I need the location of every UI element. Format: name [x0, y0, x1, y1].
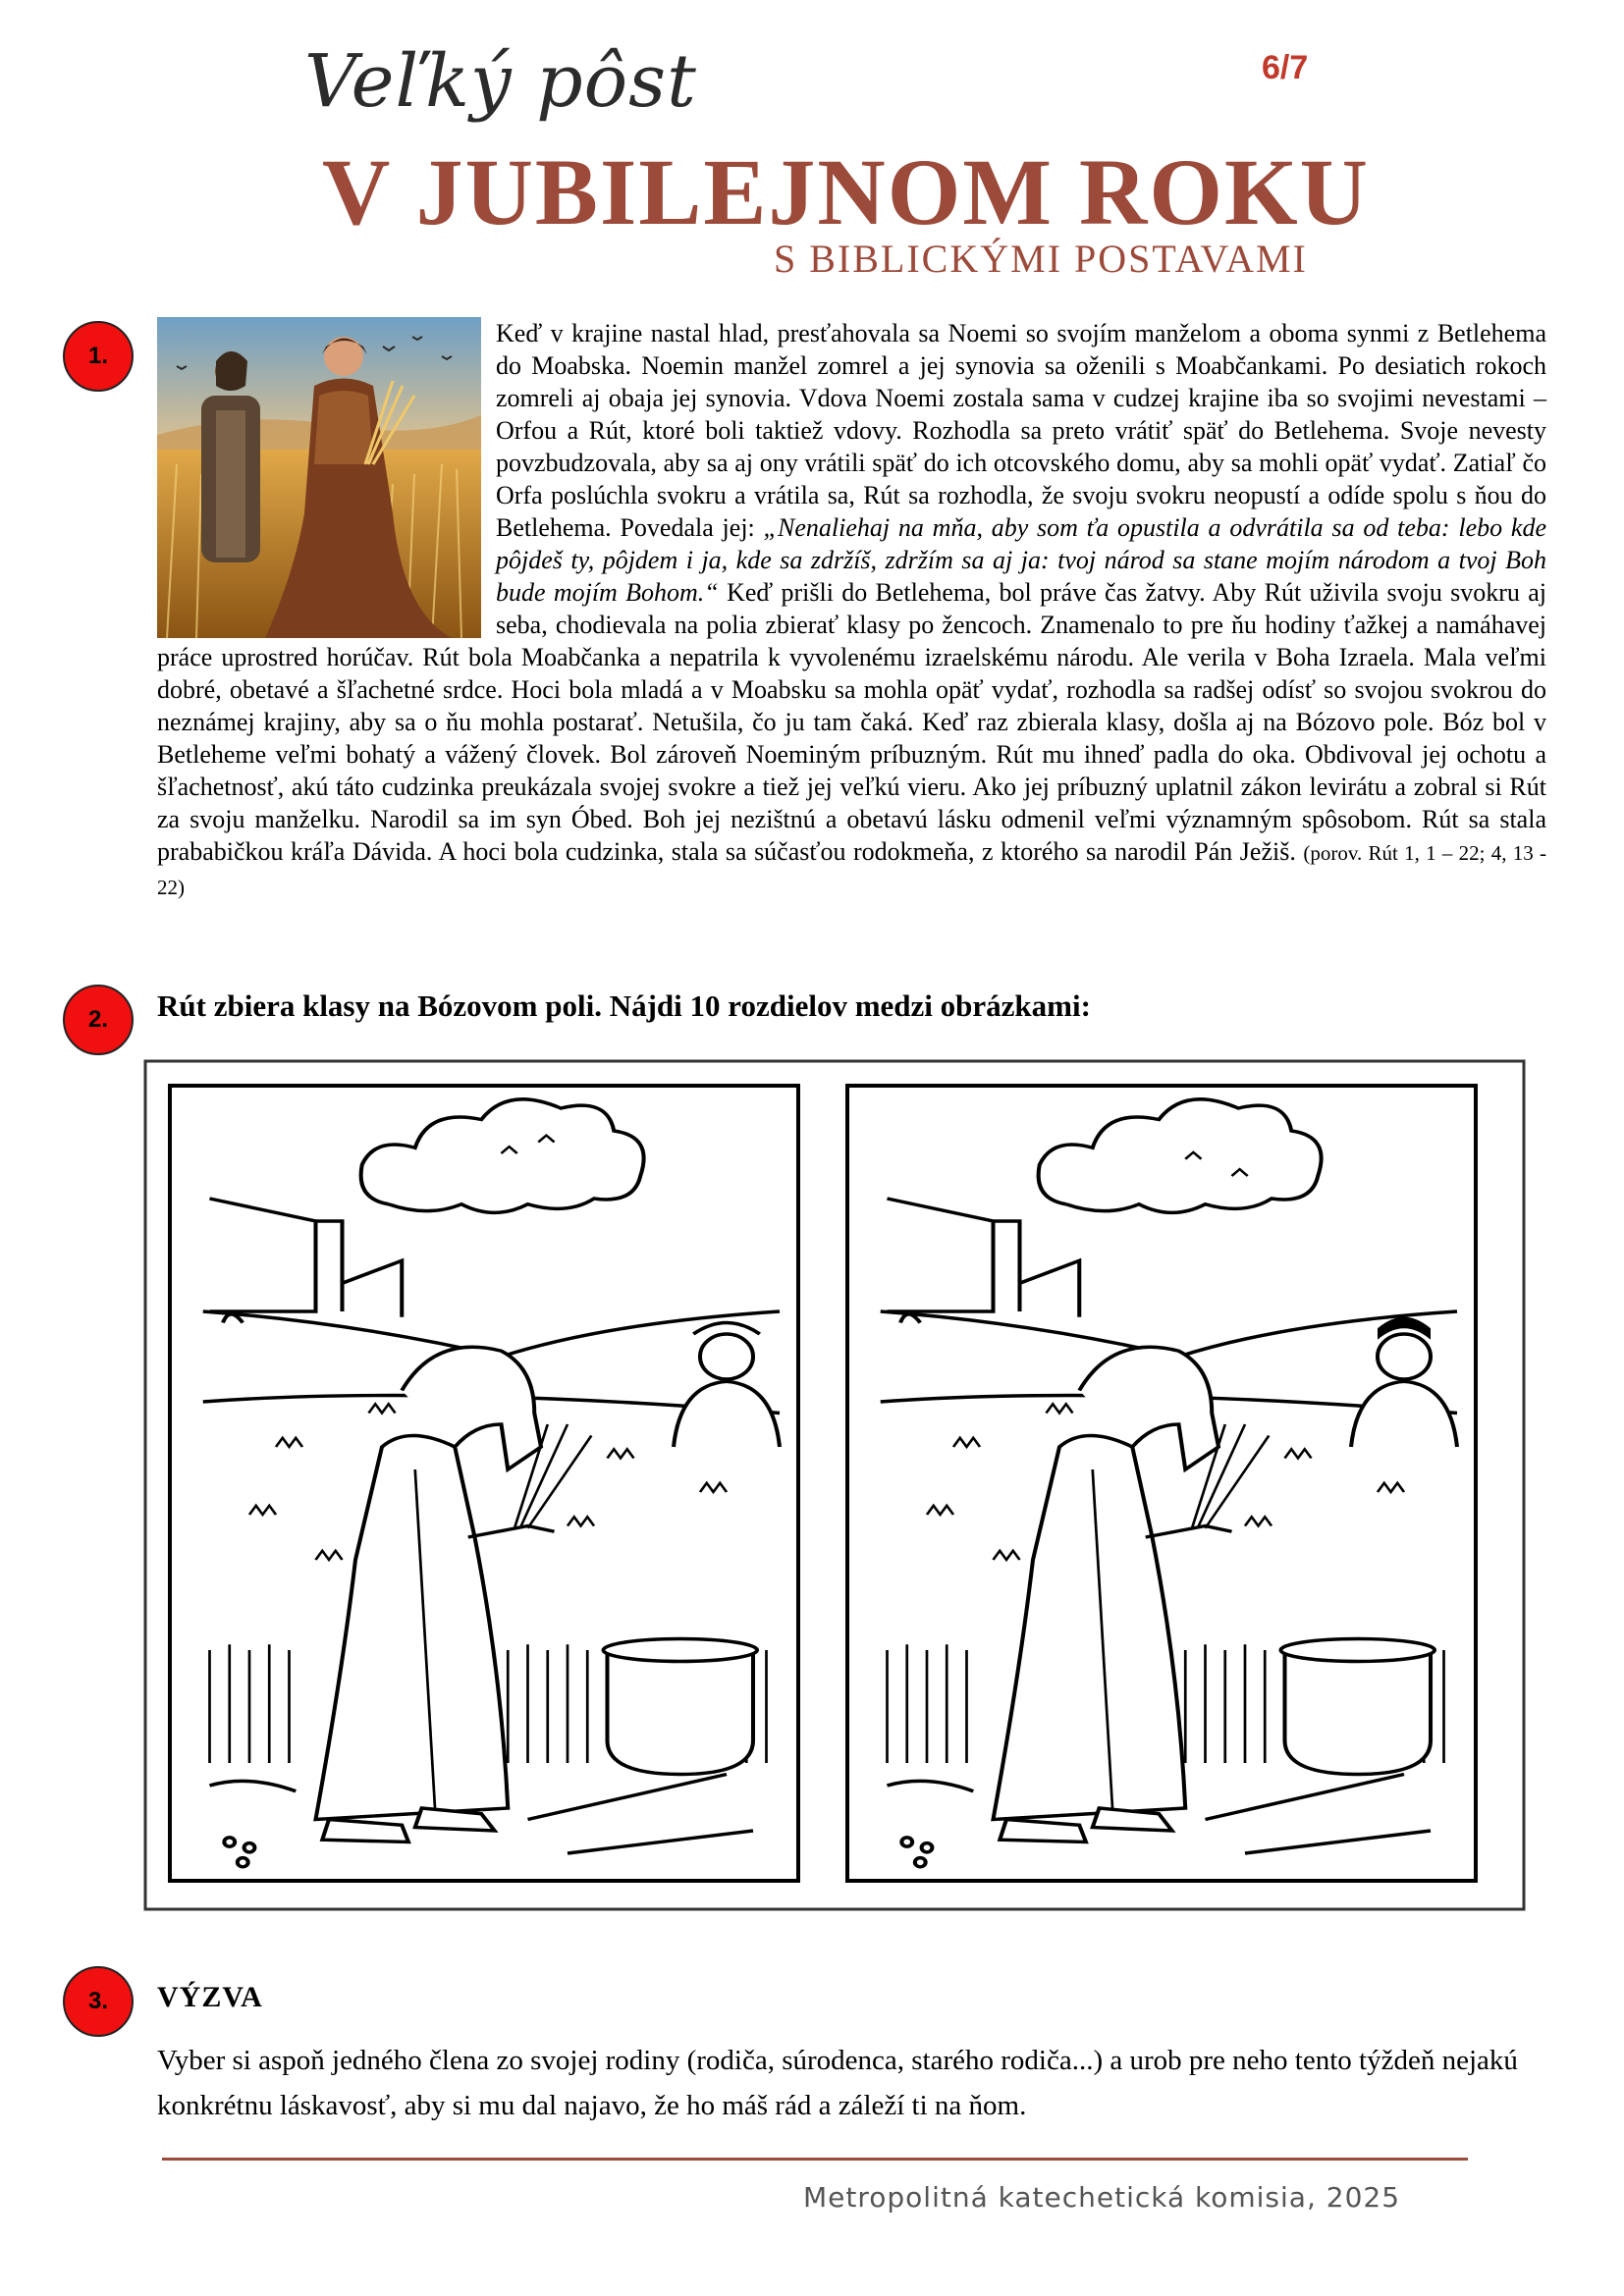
subtitle: S BIBLICKÝMI POSTAVAMI: [774, 237, 1308, 281]
script-title: Veľký pôst: [304, 39, 697, 124]
challenge-text: Vyber si aspoň jedného člena zo svojej rodiny (rodiča, súrodenca, starého rodiča...) a urob pre neho tento týždeň nejakú konkrétnu láskavosť, aby si mu dal najavo, že ho máš rád a záleží ti na ňom.: [157, 2045, 1518, 2121]
story-part-b: Keď prišli do Betlehema, bol práve čas žatvy. Aby Rút uživila svoju svokru aj seba, chodievala na polia zbierať klasy po žencoch. Znamenalo to pre ňu hodiny ťažkej a namáhavej práce uprostred horúčav. Rút bola Moabčanka a nepatrila k vyvolenému izraelskému národu. Ale verila v Boha Izraela. Mala veľmi dobré, obetavé a šľachetné srdce. Hoci bola mladá a v Moabsku sa mohla opäť vydať, rozhodla sa radšej odísť so svojou svokrou do neznámej krajiny, aby sa o ňu mohla postarať. Netušila, čo ju tam čaká. Keď raz zbierala klasy, došla aj na Bózovo pole. Bóz bol v Betleheme veľmi bohatý a vážený človek. Bol zároveň Noeminým príbuzným. Rút mu ihneď padla do oka. Obdivoval jej ochotu a šľachetnosť, akú táto cudzinka preukázala svojej svokre a tiež jej veľkú vieru. Ako jej príbuzný uplatnil zákon levirátu a zobral si Rút za svoju manželku. Narodil sa im syn Óbed. Boh jej nezištnú a obetavú lásku odmenil veľmi významným spôsobom. Rút sa stala prababičkou kráľa Dávida. A hoci bola cudzinka, stala sa súčasťou rodokmeňa, z ktorého sa narodil Pán Ježiš.: [157, 578, 1546, 866]
image-spacer: [157, 317, 496, 638]
section-2-marker: 2.: [63, 985, 134, 1055]
section-1-text: [157, 317, 1546, 904]
main-title: V JUBILEJNOM ROKU: [322, 139, 1370, 244]
section-3-heading: VÝZVA: [157, 1981, 263, 2013]
footer-divider: [162, 2158, 1468, 2161]
spot-the-difference-puzzle: [142, 1058, 1527, 1912]
section-1-marker: 1.: [63, 321, 134, 392]
scripture-reference: (porov. Rút 1, 1 – 22; 4, 13 - 22): [157, 841, 1546, 899]
footer-credit: Metropolitná katechetická komisia, 2025: [803, 2181, 1401, 2214]
section-2-heading: Rút zbiera klasy na Bózovom poli. Nájdi 10 rozdielov medzi obrázkami:: [157, 988, 1091, 1023]
section-3-marker: 3.: [63, 1966, 134, 2037]
story-part-a: Keď v krajine nastal hlad, presťahovala sa Noemi so svojím manželom a oboma synmi z Betlehema do Moabska. Noemin manžel zomrel a jej synovia sa oženili s Moabčankami. Po desiatich rokoch zomreli aj obaja jej synovia. Vdova Noemi zostala sama v cudzej krajine iba so svojimi nevestami – Orfou a Rút, ktoré boli taktiež vdovy. Rozhodla sa preto vrátiť späť do Betlehema. Svoje nevesty povzbudzovala, aby sa aj ony vrátili späť do ich otcovského domu, aby sa mohli opäť vydať. Zatiaľ čo Orfa poslúchla svokru a vrátila sa, Rút sa rozhodla, že svoju svokru neopustí a odíde spolu s ňou do Betlehema. Povedala jej:: [496, 319, 1546, 542]
page-number: 6/7: [1262, 49, 1309, 86]
story-quote: „Nenaliehaj na mňa, aby som ťa opustila a odvrátila sa od teba: lebo kde pôjdeš ty, pôjdem i ja, kde sa zdržíš, zdržím sa aj ja: tvoj národ sa stane mojím národom a tvoj Boh bude mojím Bohom.“: [496, 513, 1546, 607]
